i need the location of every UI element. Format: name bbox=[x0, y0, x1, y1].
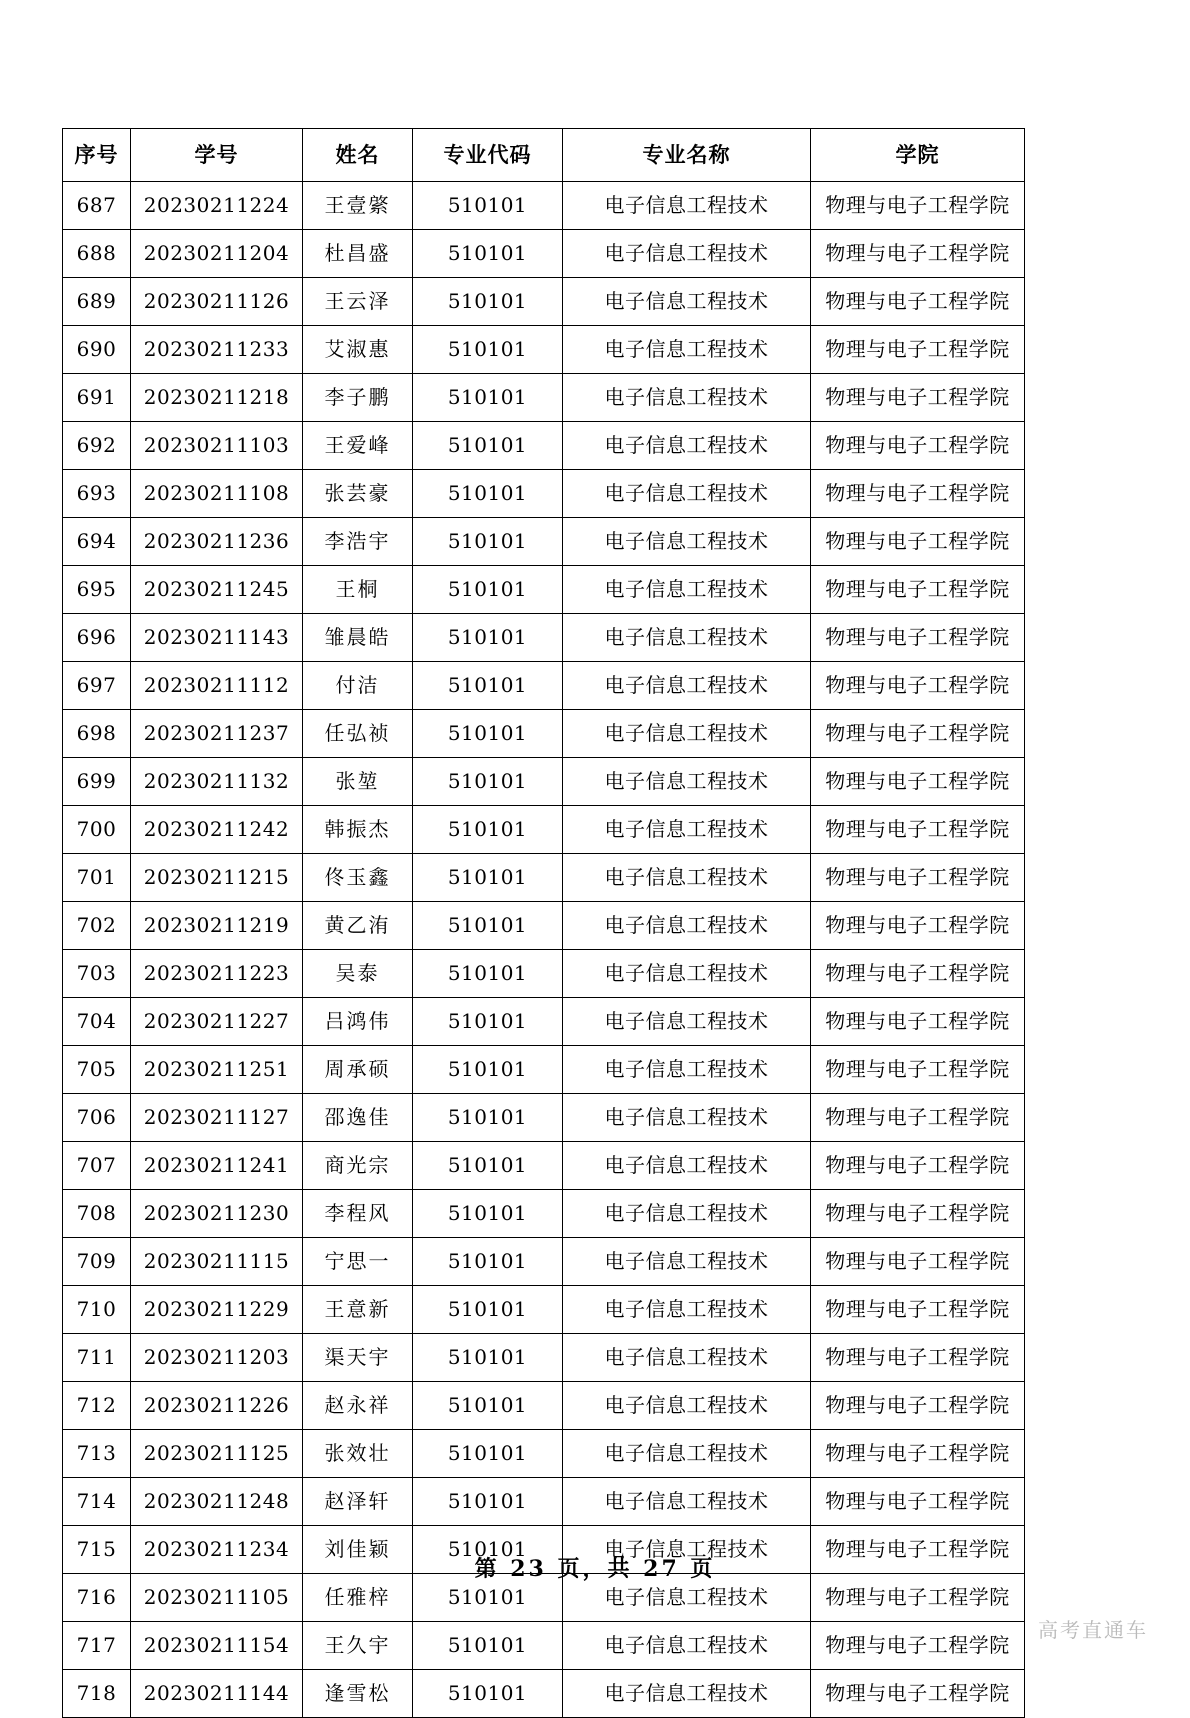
cell-name: 任弘祯 bbox=[303, 710, 413, 758]
cell-major: 电子信息工程技术 bbox=[563, 518, 811, 566]
table-row bbox=[63, 566, 1025, 614]
cell-name: 付洁 bbox=[303, 662, 413, 710]
cell-major: 电子信息工程技术 bbox=[563, 1046, 811, 1094]
table-row bbox=[63, 1334, 1025, 1382]
cell-name: 逢雪松 bbox=[303, 1670, 413, 1718]
cell-name: 赵永祥 bbox=[303, 1382, 413, 1430]
cell-index: 690 bbox=[63, 326, 131, 374]
cell-college: 物理与电子工程学院 bbox=[811, 1142, 1025, 1190]
cell-college: 物理与电子工程学院 bbox=[811, 1334, 1025, 1382]
cell-college: 物理与电子工程学院 bbox=[811, 326, 1025, 374]
cell-college: 物理与电子工程学院 bbox=[811, 518, 1025, 566]
cell-index: 718 bbox=[63, 1670, 131, 1718]
cell-name: 张效壮 bbox=[303, 1430, 413, 1478]
cell-college: 物理与电子工程学院 bbox=[811, 710, 1025, 758]
cell-sid: 20230211237 bbox=[131, 710, 303, 758]
cell-major: 电子信息工程技术 bbox=[563, 1382, 811, 1430]
cell-name: 王桐 bbox=[303, 566, 413, 614]
cell-code: 510101 bbox=[413, 374, 563, 422]
cell-code: 510101 bbox=[413, 1670, 563, 1718]
cell-major: 电子信息工程技术 bbox=[563, 1238, 811, 1286]
cell-name: 李子鹏 bbox=[303, 374, 413, 422]
cell-sid: 20230211245 bbox=[131, 566, 303, 614]
table-row bbox=[63, 278, 1025, 326]
cell-college: 物理与电子工程学院 bbox=[811, 662, 1025, 710]
cell-index: 706 bbox=[63, 1094, 131, 1142]
student-roster-table-wrapper bbox=[62, 128, 1024, 1718]
table-row bbox=[63, 1190, 1025, 1238]
cell-name: 黄乙洧 bbox=[303, 902, 413, 950]
cell-sid: 20230211223 bbox=[131, 950, 303, 998]
cell-college: 物理与电子工程学院 bbox=[811, 998, 1025, 1046]
cell-sid: 20230211224 bbox=[131, 182, 303, 230]
cell-code: 510101 bbox=[413, 998, 563, 1046]
cell-sid: 20230211251 bbox=[131, 1046, 303, 1094]
cell-code: 510101 bbox=[413, 710, 563, 758]
cell-code: 510101 bbox=[413, 1526, 563, 1574]
cell-college: 物理与电子工程学院 bbox=[811, 1430, 1025, 1478]
cell-sid: 20230211241 bbox=[131, 1142, 303, 1190]
cell-index: 692 bbox=[63, 422, 131, 470]
cell-name: 商光宗 bbox=[303, 1142, 413, 1190]
table-row bbox=[63, 326, 1025, 374]
cell-sid: 20230211108 bbox=[131, 470, 303, 518]
cell-sid: 20230211127 bbox=[131, 1094, 303, 1142]
table-row bbox=[63, 998, 1025, 1046]
cell-major: 电子信息工程技术 bbox=[563, 182, 811, 230]
table-row bbox=[63, 710, 1025, 758]
table-row bbox=[63, 662, 1025, 710]
cell-major: 电子信息工程技术 bbox=[563, 1334, 811, 1382]
cell-major: 电子信息工程技术 bbox=[563, 806, 811, 854]
cell-major: 电子信息工程技术 bbox=[563, 470, 811, 518]
cell-sid: 20230211204 bbox=[131, 230, 303, 278]
cell-code: 510101 bbox=[413, 1622, 563, 1670]
cell-college: 物理与电子工程学院 bbox=[811, 1478, 1025, 1526]
cell-college: 物理与电子工程学院 bbox=[811, 1094, 1025, 1142]
cell-major: 电子信息工程技术 bbox=[563, 1190, 811, 1238]
cell-college: 物理与电子工程学院 bbox=[811, 950, 1025, 998]
table-row bbox=[63, 230, 1025, 278]
cell-college: 物理与电子工程学院 bbox=[811, 1286, 1025, 1334]
cell-index: 717 bbox=[63, 1622, 131, 1670]
cell-sid: 20230211233 bbox=[131, 326, 303, 374]
column-header-major-code: 专业代码 bbox=[413, 129, 563, 182]
cell-index: 698 bbox=[63, 710, 131, 758]
cell-major: 电子信息工程技术 bbox=[563, 422, 811, 470]
column-header-name: 姓名 bbox=[303, 129, 413, 182]
table-row bbox=[63, 422, 1025, 470]
cell-major: 电子信息工程技术 bbox=[563, 1094, 811, 1142]
cell-college: 物理与电子工程学院 bbox=[811, 614, 1025, 662]
page-number-footer: 第 23 页，共 27 页 bbox=[474, 1556, 716, 1582]
cell-sid: 20230211230 bbox=[131, 1190, 303, 1238]
cell-college: 物理与电子工程学院 bbox=[811, 1670, 1025, 1718]
cell-code: 510101 bbox=[413, 950, 563, 998]
cell-major: 电子信息工程技术 bbox=[563, 710, 811, 758]
table-header bbox=[63, 129, 1025, 182]
cell-sid: 20230211126 bbox=[131, 278, 303, 326]
cell-name: 王久宇 bbox=[303, 1622, 413, 1670]
cell-major: 电子信息工程技术 bbox=[563, 1574, 811, 1622]
cell-index: 694 bbox=[63, 518, 131, 566]
cell-sid: 20230211226 bbox=[131, 1382, 303, 1430]
cell-sid: 20230211229 bbox=[131, 1286, 303, 1334]
cell-index: 700 bbox=[63, 806, 131, 854]
cell-code: 510101 bbox=[413, 902, 563, 950]
cell-name: 宁思一 bbox=[303, 1238, 413, 1286]
table-row bbox=[63, 1046, 1025, 1094]
table-header-row bbox=[63, 129, 1025, 182]
cell-major: 电子信息工程技术 bbox=[563, 950, 811, 998]
table-row bbox=[63, 1094, 1025, 1142]
table-row bbox=[63, 1622, 1025, 1670]
cell-sid: 20230211203 bbox=[131, 1334, 303, 1382]
cell-index: 691 bbox=[63, 374, 131, 422]
cell-code: 510101 bbox=[413, 614, 563, 662]
cell-name: 渠天宇 bbox=[303, 1334, 413, 1382]
cell-index: 707 bbox=[63, 1142, 131, 1190]
table-row bbox=[63, 518, 1025, 566]
cell-code: 510101 bbox=[413, 278, 563, 326]
cell-code: 510101 bbox=[413, 1334, 563, 1382]
table-row bbox=[63, 1238, 1025, 1286]
cell-name: 张堃 bbox=[303, 758, 413, 806]
cell-code: 510101 bbox=[413, 1478, 563, 1526]
cell-major: 电子信息工程技术 bbox=[563, 1670, 811, 1718]
cell-index: 705 bbox=[63, 1046, 131, 1094]
cell-index: 703 bbox=[63, 950, 131, 998]
student-roster-table bbox=[62, 128, 1025, 1718]
table-row bbox=[63, 758, 1025, 806]
cell-sid: 20230211236 bbox=[131, 518, 303, 566]
cell-major: 电子信息工程技术 bbox=[563, 230, 811, 278]
cell-major: 电子信息工程技术 bbox=[563, 1526, 811, 1574]
cell-name: 杜昌盛 bbox=[303, 230, 413, 278]
cell-major: 电子信息工程技术 bbox=[563, 326, 811, 374]
cell-sid: 20230211154 bbox=[131, 1622, 303, 1670]
cell-name: 佟玉鑫 bbox=[303, 854, 413, 902]
table-body bbox=[63, 182, 1025, 1718]
cell-college: 物理与电子工程学院 bbox=[811, 230, 1025, 278]
cell-code: 510101 bbox=[413, 806, 563, 854]
cell-code: 510101 bbox=[413, 1574, 563, 1622]
cell-major: 电子信息工程技术 bbox=[563, 278, 811, 326]
cell-name: 周承硕 bbox=[303, 1046, 413, 1094]
table-row bbox=[63, 374, 1025, 422]
cell-major: 电子信息工程技术 bbox=[563, 902, 811, 950]
cell-code: 510101 bbox=[413, 1142, 563, 1190]
cell-code: 510101 bbox=[413, 1094, 563, 1142]
cell-college: 物理与电子工程学院 bbox=[811, 374, 1025, 422]
cell-index: 697 bbox=[63, 662, 131, 710]
cell-index: 688 bbox=[63, 230, 131, 278]
table-row bbox=[63, 1670, 1025, 1718]
cell-major: 电子信息工程技术 bbox=[563, 614, 811, 662]
cell-code: 510101 bbox=[413, 518, 563, 566]
cell-code: 510101 bbox=[413, 1046, 563, 1094]
cell-index: 713 bbox=[63, 1430, 131, 1478]
cell-college: 物理与电子工程学院 bbox=[811, 1574, 1025, 1622]
cell-college: 物理与电子工程学院 bbox=[811, 854, 1025, 902]
cell-index: 712 bbox=[63, 1382, 131, 1430]
cell-sid: 20230211215 bbox=[131, 854, 303, 902]
cell-code: 510101 bbox=[413, 758, 563, 806]
cell-college: 物理与电子工程学院 bbox=[811, 1622, 1025, 1670]
cell-major: 电子信息工程技术 bbox=[563, 662, 811, 710]
cell-major: 电子信息工程技术 bbox=[563, 566, 811, 614]
cell-college: 物理与电子工程学院 bbox=[811, 806, 1025, 854]
cell-code: 510101 bbox=[413, 1430, 563, 1478]
cell-sid: 20230211103 bbox=[131, 422, 303, 470]
table-row bbox=[63, 806, 1025, 854]
cell-index: 716 bbox=[63, 1574, 131, 1622]
cell-index: 687 bbox=[63, 182, 131, 230]
cell-name: 邵逸佳 bbox=[303, 1094, 413, 1142]
cell-index: 701 bbox=[63, 854, 131, 902]
table-row bbox=[63, 614, 1025, 662]
cell-name: 雏晨皓 bbox=[303, 614, 413, 662]
cell-name: 王爱峰 bbox=[303, 422, 413, 470]
cell-sid: 20230211125 bbox=[131, 1430, 303, 1478]
cell-code: 510101 bbox=[413, 1238, 563, 1286]
cell-code: 510101 bbox=[413, 1286, 563, 1334]
cell-major: 电子信息工程技术 bbox=[563, 1478, 811, 1526]
cell-code: 510101 bbox=[413, 662, 563, 710]
cell-name: 艾淑惠 bbox=[303, 326, 413, 374]
cell-index: 714 bbox=[63, 1478, 131, 1526]
table-row bbox=[63, 1382, 1025, 1430]
cell-name: 李浩宇 bbox=[303, 518, 413, 566]
cell-index: 699 bbox=[63, 758, 131, 806]
cell-name: 王意新 bbox=[303, 1286, 413, 1334]
cell-major: 电子信息工程技术 bbox=[563, 1286, 811, 1334]
column-header-student-id: 学号 bbox=[131, 129, 303, 182]
cell-code: 510101 bbox=[413, 422, 563, 470]
cell-name: 张芸豪 bbox=[303, 470, 413, 518]
cell-index: 689 bbox=[63, 278, 131, 326]
table-row bbox=[63, 854, 1025, 902]
cell-sid: 20230211105 bbox=[131, 1574, 303, 1622]
cell-code: 510101 bbox=[413, 470, 563, 518]
cell-college: 物理与电子工程学院 bbox=[811, 566, 1025, 614]
table-row bbox=[63, 182, 1025, 230]
cell-sid: 20230211242 bbox=[131, 806, 303, 854]
cell-name: 吴泰 bbox=[303, 950, 413, 998]
cell-major: 电子信息工程技术 bbox=[563, 374, 811, 422]
cell-name: 任雅梓 bbox=[303, 1574, 413, 1622]
cell-index: 708 bbox=[63, 1190, 131, 1238]
cell-code: 510101 bbox=[413, 566, 563, 614]
column-header-major-name: 专业名称 bbox=[563, 129, 811, 182]
cell-index: 702 bbox=[63, 902, 131, 950]
cell-college: 物理与电子工程学院 bbox=[811, 1046, 1025, 1094]
cell-index: 715 bbox=[63, 1526, 131, 1574]
cell-college: 物理与电子工程学院 bbox=[811, 1526, 1025, 1574]
cell-sid: 20230211227 bbox=[131, 998, 303, 1046]
table-row bbox=[63, 950, 1025, 998]
table-row bbox=[63, 1142, 1025, 1190]
cell-index: 711 bbox=[63, 1334, 131, 1382]
cell-college: 物理与电子工程学院 bbox=[811, 470, 1025, 518]
cell-college: 物理与电子工程学院 bbox=[811, 1238, 1025, 1286]
cell-sid: 20230211248 bbox=[131, 1478, 303, 1526]
cell-sid: 20230211143 bbox=[131, 614, 303, 662]
cell-major: 电子信息工程技术 bbox=[563, 1622, 811, 1670]
cell-major: 电子信息工程技术 bbox=[563, 758, 811, 806]
cell-code: 510101 bbox=[413, 326, 563, 374]
cell-college: 物理与电子工程学院 bbox=[811, 758, 1025, 806]
cell-name: 韩振杰 bbox=[303, 806, 413, 854]
cell-sid: 20230211144 bbox=[131, 1670, 303, 1718]
table-row bbox=[63, 470, 1025, 518]
cell-sid: 20230211132 bbox=[131, 758, 303, 806]
cell-name: 赵泽轩 bbox=[303, 1478, 413, 1526]
cell-major: 电子信息工程技术 bbox=[563, 998, 811, 1046]
cell-index: 710 bbox=[63, 1286, 131, 1334]
cell-name: 吕鸿伟 bbox=[303, 998, 413, 1046]
cell-index: 696 bbox=[63, 614, 131, 662]
cell-code: 510101 bbox=[413, 1190, 563, 1238]
cell-index: 709 bbox=[63, 1238, 131, 1286]
cell-code: 510101 bbox=[413, 854, 563, 902]
cell-college: 物理与电子工程学院 bbox=[811, 422, 1025, 470]
cell-college: 物理与电子工程学院 bbox=[811, 1382, 1025, 1430]
cell-index: 695 bbox=[63, 566, 131, 614]
cell-index: 704 bbox=[63, 998, 131, 1046]
cell-major: 电子信息工程技术 bbox=[563, 1142, 811, 1190]
cell-name: 刘佳颖 bbox=[303, 1526, 413, 1574]
table-row bbox=[63, 902, 1025, 950]
cell-index: 693 bbox=[63, 470, 131, 518]
cell-major: 电子信息工程技术 bbox=[563, 1430, 811, 1478]
column-header-index: 序号 bbox=[63, 129, 131, 182]
cell-college: 物理与电子工程学院 bbox=[811, 182, 1025, 230]
cell-sid: 20230211219 bbox=[131, 902, 303, 950]
column-header-college: 学院 bbox=[811, 129, 1025, 182]
cell-code: 510101 bbox=[413, 230, 563, 278]
table-row bbox=[63, 1478, 1025, 1526]
cell-college: 物理与电子工程学院 bbox=[811, 902, 1025, 950]
cell-code: 510101 bbox=[413, 182, 563, 230]
cell-sid: 20230211234 bbox=[131, 1526, 303, 1574]
cell-sid: 20230211115 bbox=[131, 1238, 303, 1286]
cell-code: 510101 bbox=[413, 1382, 563, 1430]
cell-college: 物理与电子工程学院 bbox=[811, 278, 1025, 326]
watermark-label: 高考直通车 bbox=[1038, 1618, 1148, 1642]
table-row bbox=[63, 1430, 1025, 1478]
cell-college: 物理与电子工程学院 bbox=[811, 1190, 1025, 1238]
table-row bbox=[63, 1286, 1025, 1334]
cell-sid: 20230211218 bbox=[131, 374, 303, 422]
cell-name: 王壹綮 bbox=[303, 182, 413, 230]
cell-major: 电子信息工程技术 bbox=[563, 854, 811, 902]
cell-name: 李程风 bbox=[303, 1190, 413, 1238]
cell-name: 王云泽 bbox=[303, 278, 413, 326]
cell-sid: 20230211112 bbox=[131, 662, 303, 710]
